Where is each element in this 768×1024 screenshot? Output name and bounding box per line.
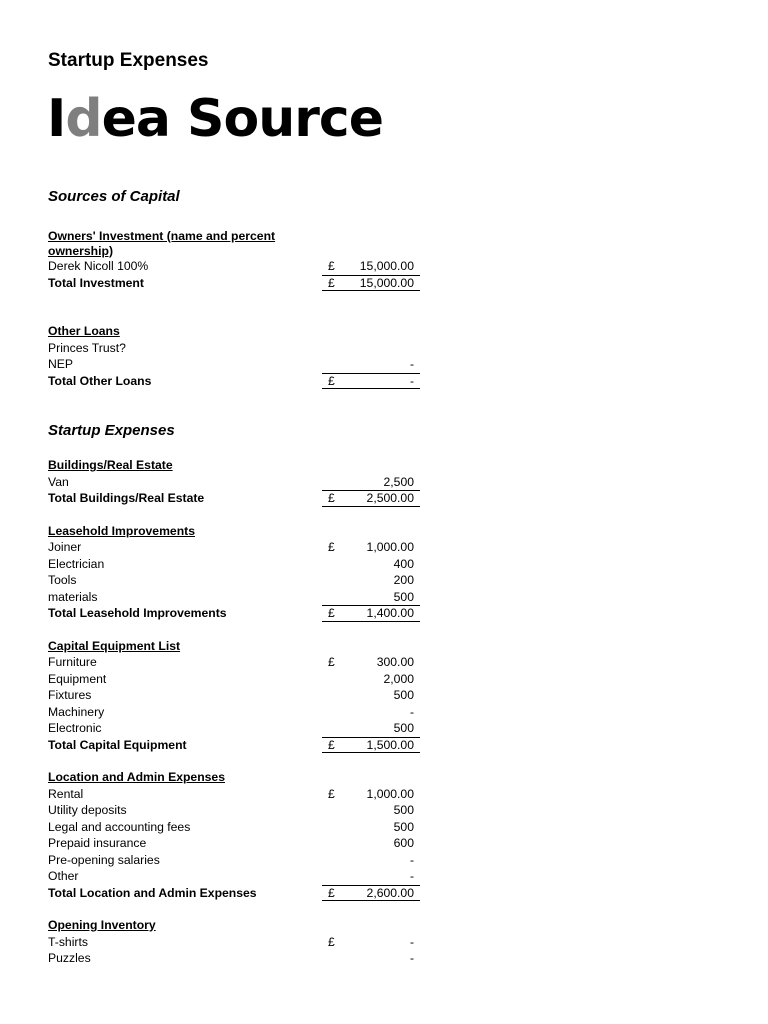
line-item-row [48,356,420,373]
line-item-row [48,474,420,491]
line-item-row [48,835,420,852]
line-item-row [48,950,420,967]
total-value: 1,400.00 [366,606,414,620]
total-label: Total Capital Equipment [48,737,187,752]
total-amount-cell [322,490,420,507]
amount-value: 1,000.00 [366,786,414,801]
amount-cell [322,819,420,836]
line-item-row [48,556,420,573]
line-item-row [48,868,420,885]
line-item-label: Rental [48,786,84,801]
amount-cell [322,950,420,967]
line-item-row [48,340,420,357]
group-heading-row [48,769,420,786]
line-item-label: Legal and accounting fees [48,819,191,834]
amount-value: 300.00 [376,655,414,669]
total-row [48,275,420,292]
group-heading-row [48,457,420,474]
currency-symbol: £ [328,606,335,620]
currency-symbol: £ [328,259,335,273]
amount-cell [322,852,420,869]
expenses-sheet [48,187,420,967]
line-item-label: Equipment [48,671,107,686]
line-item-label: Joiner [48,540,82,554]
opening-inventory-section [48,917,420,967]
line-item-row [48,802,420,819]
amount-cell [322,720,420,737]
currency-symbol: £ [328,934,335,949]
line-item-row [48,654,420,671]
line-item-label: Van [48,474,69,489]
line-item-row [48,687,420,704]
total-value: 1,500.00 [366,737,414,752]
group-heading-row [48,229,420,258]
amount-value: - [409,951,414,965]
line-item-label: Puzzles [48,951,91,965]
amount-value: 600 [393,836,414,850]
other-loans-heading: Other Loans [48,324,120,338]
currency-symbol: £ [328,275,335,290]
amount-value: 1,000.00 [366,540,414,554]
line-item-row [48,704,420,721]
total-label: Total Location and Admin Expenses [48,885,257,900]
total-row [48,885,420,902]
amount-cell [322,868,420,885]
amount-cell [322,671,420,688]
total-amount-cell [322,373,420,390]
total-amount-cell [322,605,420,622]
line-item-label: Electrician [48,556,105,571]
line-item-label: Derek Nicoll 100% [48,259,149,273]
amount-value: 15,000.00 [359,259,414,273]
amount-cell [322,786,420,803]
capital-equipment-section [48,638,420,754]
line-item-label: materials [48,589,98,604]
owners-investment-heading: Owners' Investment (name and percent ownership) [48,229,276,258]
total-amount-cell [322,885,420,902]
line-item-row [48,572,420,589]
line-item-row [48,671,420,688]
page-title: Startup Expenses [48,50,209,71]
total-label: Total Buildings/Real Estate [48,491,205,505]
logo-rest: ea Source [101,89,383,149]
line-item-label: Machinery [48,704,105,719]
amount-value: 500 [393,589,414,604]
amount-cell [322,654,420,671]
total-label: Total Other Loans [48,373,152,388]
logo-letter-d: d [65,89,102,149]
group-heading-row [48,638,420,655]
currency-symbol: £ [328,786,335,801]
line-item-label: Princes Trust? [48,340,126,355]
capital-equipment-heading: Capital Equipment List [48,638,181,653]
location-admin-heading: Location and Admin Expenses [48,770,225,784]
total-value: 2,500.00 [366,491,414,505]
amount-cell [322,539,420,556]
amount-value: - [409,852,414,867]
startup-expenses-heading: Startup Expenses [48,422,175,439]
leasehold-section [48,523,420,622]
total-row [48,737,420,754]
currency-symbol: £ [328,655,335,669]
line-item-label: Fixtures [48,688,92,702]
line-item-label: Furniture [48,655,97,669]
total-value: 15,000.00 [359,275,414,290]
total-row [48,373,420,390]
idea-source-logo [47,84,383,154]
line-item-label: Tools [48,573,77,587]
line-item-label: Other [48,869,79,883]
amount-cell [322,572,420,589]
sources-of-capital-heading: Sources of Capital [48,188,180,205]
opening-inventory-heading: Opening Inventory [48,918,156,932]
total-value: 2,600.00 [366,885,414,900]
line-item-label: Utility deposits [48,803,127,817]
line-item-row [48,819,420,836]
line-item-label: T-shirts [48,934,88,949]
line-item-label: Prepaid insurance [48,836,147,850]
amount-cell [322,687,420,704]
amount-value: - [409,869,414,883]
buildings-section [48,457,420,507]
currency-symbol: £ [328,885,335,900]
amount-cell [322,356,420,373]
amount-value: 2,000 [383,671,414,686]
amount-value: - [409,704,414,719]
group-heading-row [48,323,420,340]
total-label: Total Investment [48,275,144,290]
owners-investment-section [48,229,420,291]
other-loans-section [48,323,420,389]
line-item-row [48,786,420,803]
total-value: - [409,373,414,388]
leasehold-heading: Leasehold Improvements [48,523,195,538]
currency-symbol: £ [328,373,335,388]
line-item-row [48,852,420,869]
amount-cell [322,474,420,491]
amount-cell [322,802,420,819]
amount-cell [322,340,420,357]
line-item-row [48,589,420,606]
line-item-label: Pre-opening salaries [48,852,160,867]
amount-cell [322,556,420,573]
currency-symbol: £ [328,540,335,554]
amount-value: - [409,934,414,949]
line-item-row [48,934,420,951]
amount-value: 2,500 [383,474,414,489]
currency-symbol: £ [328,737,335,752]
amount-cell [322,258,420,275]
line-item-row [48,539,420,556]
amount-value: - [409,357,414,371]
amount-cell [322,704,420,721]
amount-value: 500 [393,688,414,702]
total-row [48,490,420,507]
location-admin-section [48,769,420,901]
amount-value: 400 [393,556,414,571]
line-item-label: Electronic [48,721,102,735]
amount-cell [322,934,420,951]
logo-letter-i: I [47,89,66,149]
amount-cell [322,589,420,606]
group-heading-row [48,523,420,540]
amount-value: 500 [393,819,414,834]
total-amount-cell [322,737,420,754]
line-item-row [48,258,420,275]
total-row [48,605,420,622]
total-label: Total Leasehold Improvements [48,606,227,620]
amount-value: 500 [393,721,414,735]
line-item-row [48,720,420,737]
total-amount-cell [322,275,420,292]
amount-value: 500 [393,803,414,817]
currency-symbol: £ [328,491,335,505]
amount-cell [322,835,420,852]
group-heading-row [48,917,420,934]
buildings-heading: Buildings/Real Estate [48,458,173,472]
line-item-label: NEP [48,357,74,371]
amount-value: 200 [393,573,414,587]
